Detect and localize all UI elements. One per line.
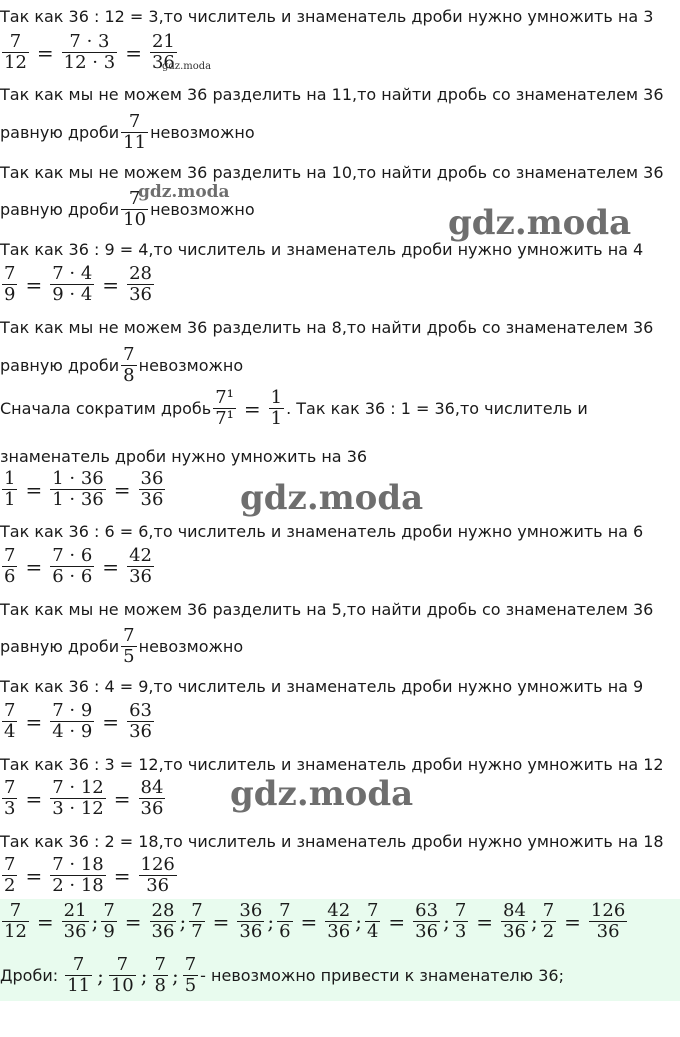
fraction: $\frac{7 \cdot 6}{6 \cdot 6}$ bbox=[52, 545, 93, 587]
fraction: $\frac{63}{36}$ bbox=[129, 700, 152, 742]
fraction: $\frac{28}{36}$ bbox=[129, 263, 152, 305]
answer-summary: Дроби: $\frac{7}{11}$ ; $\frac{7}{10}$ ; $\frac{7}{8}$ ; $\frac{7}{5}$ - невозможно привести к знаменателю 36; bbox=[0, 954, 564, 996]
fraction: $\frac{1}{1}$ bbox=[4, 468, 16, 510]
equation: Сначала сократим дробь $\frac{\text{7¹}}{\text{7¹}}$ = $\frac{1}{1}$ . Так как 36 : 1 = 36,то числитель и bbox=[0, 387, 588, 429]
text-line: знаменатель дроби нужно умножить на 36 bbox=[0, 447, 368, 466]
answer-equations: $\frac{7}{12}$ = $\frac{21}{36}$ ; $\frac{7}{9}$ = $\frac{28}{36}$ ; $\frac{7}{7}$ = $\frac{36}{36}$ ; $\frac{7}{6}$ = $\frac{42}{36}$ ; $\frac{7}{4}$ = $\frac{63}{36}$ ; $\frac{7}{3}$ = $\frac{84}{36}$ ; $\frac{7}{2}$ = $\frac{126}{36}$ bbox=[4, 900, 626, 942]
answer-block bbox=[0, 899, 680, 1001]
fraction: $\frac{36}{36}$ bbox=[140, 468, 164, 510]
equation: $\frac{7}{4}$ = $\frac{7 \cdot 9}{4 \cdot 9}$ = $\frac{63}{36}$ bbox=[4, 700, 152, 742]
text-line: Так как мы не можем 36 разделить на 10,то найти дробь со знаменателем 36 bbox=[0, 163, 664, 182]
fraction: $\frac{126}{36}$ bbox=[140, 854, 175, 896]
text-line: Так как 36 : 3 = 12,то числитель и знаменатель дроби нужно умножить на 12 bbox=[0, 755, 664, 774]
equation: $\frac{7}{6}$ = $\frac{7 \cdot 6}{6 \cdot 6}$ = $\frac{42}{36}$ bbox=[4, 545, 152, 587]
equation: $\frac{7}{3}$ = $\frac{7 \cdot 12}{3 \cdot 12}$ = $\frac{84}{36}$ bbox=[4, 777, 164, 819]
fraction: $\frac{7}{4}$ bbox=[4, 700, 16, 742]
fraction: $\frac{7 \cdot 9}{4 \cdot 9}$ bbox=[52, 700, 93, 742]
equation: $\frac{7}{12}$ = $\frac{7 \cdot 3}{12 \cdot 3}$ = $\frac{21}{36}$ bbox=[4, 31, 175, 73]
fraction: $\frac{1 \cdot 36}{1 \cdot 36}$ bbox=[52, 468, 104, 510]
fraction: $\frac{7}{5}$ bbox=[123, 625, 135, 667]
watermark-small: gdz.moda bbox=[162, 61, 212, 72]
text-line: Так как 36 : 9 = 4,то числитель и знаменатель дроби нужно умножить на 4 bbox=[0, 240, 644, 259]
text-line: Так как 36 : 2 = 18,то числитель и знаменатель дроби нужно умножить на 18 bbox=[0, 832, 664, 851]
equation: $\frac{7}{9}$ = $\frac{7 \cdot 4}{9 \cdot 4}$ = $\frac{28}{36}$ bbox=[4, 263, 152, 305]
fraction: $\frac{7}{6}$ bbox=[4, 545, 16, 587]
watermark-small: gdz.moda bbox=[138, 182, 230, 202]
fraction: $\frac{7 \cdot 18}{2 \cdot 18}$ bbox=[52, 854, 104, 896]
watermark: gdz.moda bbox=[240, 478, 424, 518]
equation: равную дроби $\frac{7}{8}$ невозможно bbox=[0, 344, 244, 386]
fraction: $\frac{7 \cdot 12}{3 \cdot 12}$ bbox=[52, 777, 104, 819]
fraction: $\frac{7}{8}$ bbox=[123, 344, 135, 386]
text-line: Так как мы не можем 36 разделить на 8,то найти дробь со знаменателем 36 bbox=[0, 318, 654, 337]
fraction: $\frac{84}{36}$ bbox=[140, 777, 164, 819]
fraction: $\frac{1}{1}$ bbox=[270, 387, 283, 429]
fraction: $\frac{\text{7¹}}{\text{7¹}}$ bbox=[215, 387, 234, 429]
fraction: $\frac{7}{11}$ bbox=[123, 111, 147, 153]
fraction: $\frac{7}{3}$ bbox=[4, 777, 16, 819]
fraction: $\frac{7 \cdot 4}{9 \cdot 4}$ bbox=[52, 263, 93, 305]
equation: $\frac{1}{1}$ = $\frac{1 \cdot 36}{1 \cdot 36}$ = $\frac{36}{36}$ bbox=[4, 468, 164, 510]
text-line: Так как 36 : 12 = 3,то числитель и знаменатель дроби нужно умножить на 3 bbox=[0, 7, 654, 26]
equation: $\frac{7}{2}$ = $\frac{7 \cdot 18}{2 \cdot 18}$ = $\frac{126}{36}$ bbox=[4, 854, 175, 896]
fraction: $\frac{21}{36}$ bbox=[151, 31, 175, 73]
watermark: gdz.moda bbox=[448, 203, 632, 243]
text-line: Так как 36 : 4 = 9,то числитель и знаменатель дроби нужно умножить на 9 bbox=[0, 677, 644, 696]
text-line: Так как 36 : 6 = 6,то числитель и знаменатель дроби нужно умножить на 6 bbox=[0, 522, 644, 541]
fraction: $\frac{7 \cdot 3}{12 \cdot 3}$ bbox=[63, 31, 116, 73]
text-line: Так как мы не можем 36 разделить на 5,то найти дробь со знаменателем 36 bbox=[0, 600, 654, 619]
watermark: gdz.moda bbox=[230, 774, 414, 814]
equation: равную дроби $\frac{7}{11}$ невозможно bbox=[0, 111, 255, 153]
fraction: $\frac{7}{12}$ bbox=[4, 31, 27, 73]
equation: равную дроби $\frac{7}{10}$ невозможно bbox=[0, 188, 255, 230]
equation: равную дроби $\frac{7}{5}$ невозможно bbox=[0, 625, 244, 667]
fraction: $\frac{7}{9}$ bbox=[4, 263, 16, 305]
fraction: $\frac{7}{10}$ bbox=[123, 188, 147, 230]
fraction: $\frac{7}{2}$ bbox=[4, 854, 16, 896]
text-line: Так как мы не можем 36 разделить на 11,то найти дробь со знаменателем 36 bbox=[0, 85, 664, 104]
fraction: $\frac{42}{36}$ bbox=[129, 545, 152, 587]
